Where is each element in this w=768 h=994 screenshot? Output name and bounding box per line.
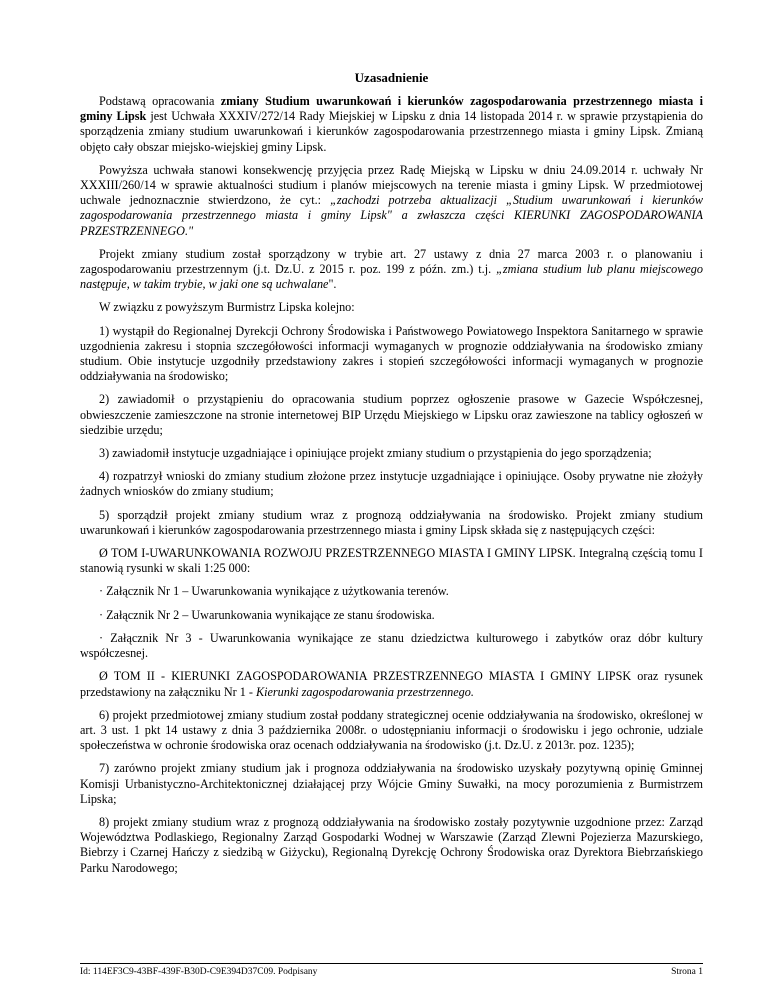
attachment-1: · Załącznik Nr 1 – Uwarunkowania wynikające z użytkowania terenów. — [99, 584, 449, 599]
step-4: 4) rozpatrzył wnioski do zmiany studium złożone przez instytucje uzgadniające i opiniujące. Osoby prywatne nie złożyły żadnych wniosków do zmiany studium; — [80, 469, 703, 499]
text-span: ". — [328, 277, 337, 292]
paragraph-basis — [80, 94, 703, 155]
volume-1: Ø TOM I-UWARUNKOWANIA ROZWOJU PRZESTRZENNEGO MIASTA I GMINY LIPSK. Integralną częścią tomu I stanowią rysunki w skali 1:25 000: — [80, 546, 703, 576]
paragraph-resolution — [80, 163, 703, 239]
text-span: Podstawą opracowania — [99, 94, 221, 108]
quote-span: „zmiana studium lub planu miejscowego następuje, w takim trybie, w jaki one są uchwalane — [80, 262, 703, 292]
volume-2 — [80, 669, 703, 699]
bold-title-span: zmiany Studium uwarunkowań i kierunków zagospodarowania przestrzennego miasta i gminy Lipsk — [80, 94, 703, 124]
step-2: 2) zawiadomił o przystąpieniu do opracowania studium poprzez ogłoszenie prasowe w Gazecie Współczesnej, obwieszczenie zamieszczone na stronie internetowej BIP Urzędu Miejskiego w Lipsku oraz zawieszone na tablicy ogłoszeń w siedzibie urzędu; — [80, 392, 703, 437]
attachment-2: · Załącznik Nr 2 – Uwarunkowania wynikające ze stanu środowiska. — [99, 607, 435, 622]
attachment-3: · Załącznik Nr 3 - Uwarunkowania wynikające ze stanu dziedzictwa kulturowego i zabytków oraz dóbr kultury współczesnej. — [80, 630, 703, 661]
document-id: Id: 114EF3C9-43BF-439F-B30D-C9E394D37C09. Podpisany — [80, 967, 318, 977]
text-span: Powyższa uchwała stanowi konsekwencję przyjęcia przez Radę Miejską w Lipsku w dniu 24.09.2014 r. uchwały Nr XXXIII/260/14 w sprawie aktualności studium i planów miejscowych na terenie miasta i gminy Lipsk. W przedmiotowej uchwale jednoznacznie stwierdzono, że cyt.: — [80, 162, 703, 208]
text-span: Ø TOM II - KIERUNKI ZAGOSPODAROWANIA PRZESTRZENNEGO MIASTA I GMINY LIPSK oraz rysunek przedstawiony na załączniku Nr 1 - — [80, 669, 703, 699]
page-footer — [80, 963, 703, 977]
text-span: Projekt zmiany studium został sporządzony w trybie art. 27 ustawy z dnia 27 marca 2003 r. o planowaniu i zagospodarowaniu przestrzennym (j.t. Dz.U. z 2015 r. poz. 199 z późn. zm.) t.j. — [80, 246, 703, 277]
document-page — [80, 70, 703, 884]
step-6: 6) projekt przedmiotowej zmiany studium został poddany strategicznej ocenie oddziaływania na środowisko, określonej w art. 3 ust. 1 pkt 14 ustawy z dnia 3 października 2008r. o udostępnianiu informacji o środowisku i jego ochronie, udziale społeczeństwa w ochronie środowiska oraz ocenach oddziaływania na środowisko (j.t. Dz.U. z 2013r. poz. 1235); — [80, 707, 703, 753]
step-1: 1) wystąpił do Regionalnej Dyrekcji Ochrony Środowiska i Państwowego Powiatowego Inspektora Sanitarnego w sprawie uzgodnienia zakresu i stopnia szczegółowości informacji wymaganych w prognozie oddziaływania na środowisko zmiany studium. Obie instytucje uzgodniły przedstawiony zakres i stopień szczegółowości informacji wymaganych w prognozie oddziaływania na środowisko; — [80, 323, 703, 384]
paragraph-procedure — [80, 247, 703, 293]
text-span: jest Uchwała XXXIV/272/14 Rady Miejskiej w Lipsku z dnia 14 listopada 2014 r. w sprawie przystąpienia do sporządzenia zmiany studium uwarunkowań i kierunków zagospodarowania przestrzennego miasta i gminy Lipsk. Zmianą objęto cały obszar miejsko-wiejskiej gminy Lipsk. — [80, 109, 703, 154]
step-3: 3) zawiadomił instytucje uzgadniające i opiniujące projekt zmiany studium o przystąpienia do jego sporządzenia; — [99, 446, 652, 461]
step-8: 8) projekt zmiany studium wraz z prognozą oddziaływania na środowisko zostały pozytywnie uzgodnione przez: Zarząd Województwa Podlaskiego, Regionalny Zarząd Gospodarki Wodnej w Warszawie (Zarząd Zlewni Pojezierza Mazurskiego, Biebrzy i Czarnej Hańczy z siedzibą w Giżycku), Regionalną Dyrekcję Ochrony Środowiska oraz Dyrektora Biebrzańskiego Parku Narodowego; — [80, 814, 703, 875]
quote-span: „zachodzi potrzeba aktualizacji „Studium uwarunkowań i kierunków zagospodarowania przestrzennego miasta i gminy Lipsk" a zwłaszcza części KIERUNKI ZAGOSPODAROWANIA PRZESTRZENNEGO." — [80, 193, 703, 238]
paragraph-intro-steps: W związku z powyższym Burmistrz Lipska kolejno: — [99, 300, 355, 315]
page-number: Strona 1 — [671, 967, 703, 977]
italic-span: Kierunki zagospodarowania przestrzennego. — [255, 684, 474, 699]
step-5: 5) sporządził projekt zmiany studium wraz z prognozą oddziaływania na środowisko. Projekt zmiany studium uwarunkowań i kierunków zagospodarowania przestrzennego miasta i gminy Lipsk składa się z następujących części: — [80, 507, 703, 537]
step-7: 7) zarówno projekt zmiany studium jak i prognoza oddziaływania na środowisko uzyskały pozytywną opinię Gminnej Komisji Urbanistyczno-Architektonicznej działającej przy Wójcie Gminy Suwałki, na mocy porozumienia z Burmistrzem Lipska; — [80, 761, 703, 806]
document-title: Uzasadnienie — [354, 70, 429, 85]
